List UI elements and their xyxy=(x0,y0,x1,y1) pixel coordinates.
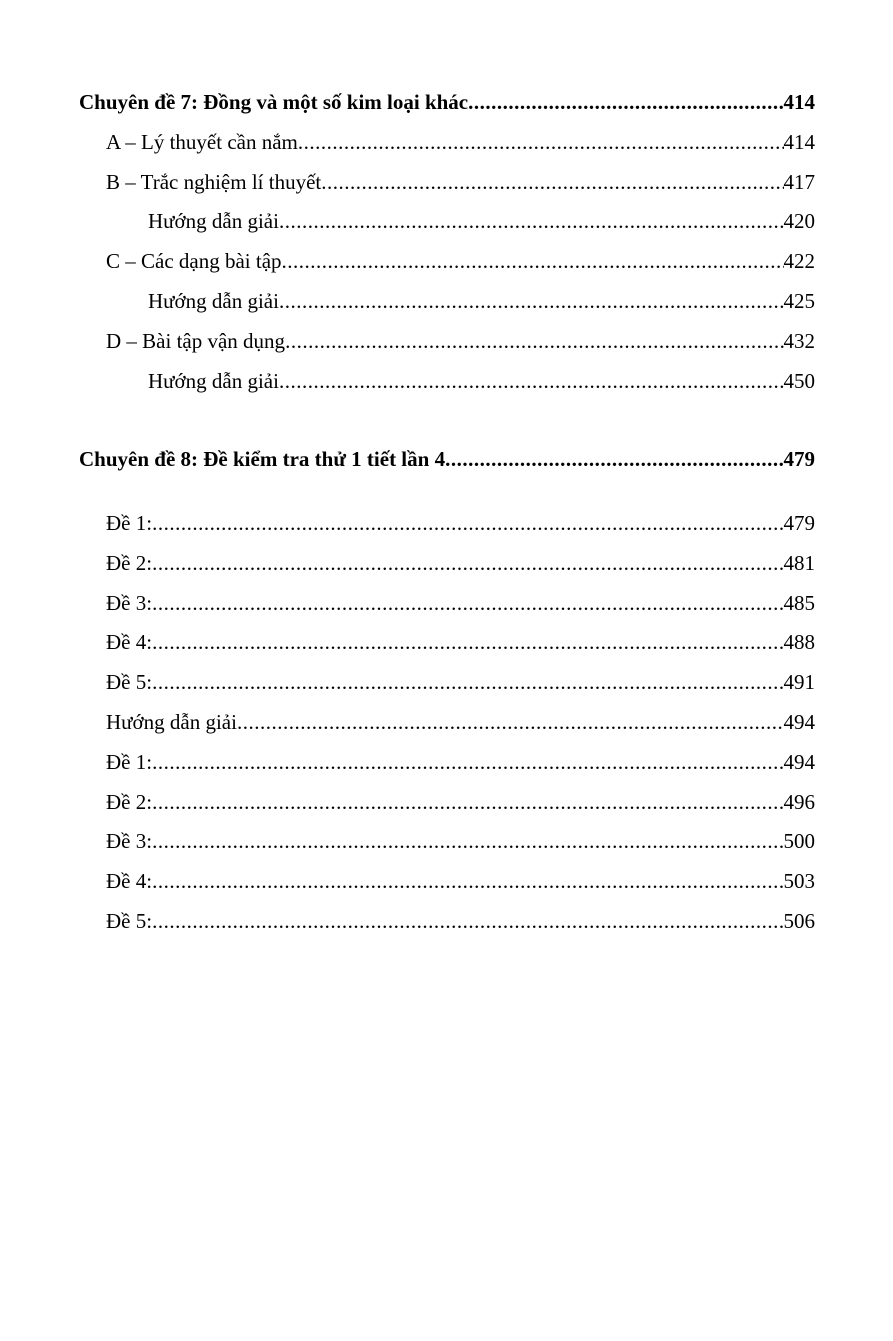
dot-leader xyxy=(237,707,784,737)
dot-leader xyxy=(152,906,783,936)
toc-chapter-7-heading[interactable] xyxy=(79,87,815,117)
toc-chapter-title: Chuyên đề 8: Đề kiểm tra thử 1 tiết lần 4 xyxy=(79,447,446,471)
toc-page-number: 491 xyxy=(783,670,815,694)
toc-entry[interactable] xyxy=(106,747,815,777)
toc-page-number: 503 xyxy=(783,869,815,893)
toc-page-number: 506 xyxy=(783,909,815,933)
toc-page-number: 481 xyxy=(783,551,815,575)
toc-entry[interactable] xyxy=(106,787,815,817)
toc-entry-label: Đề 3: xyxy=(106,829,153,853)
toc-chapter-title: Chuyên đề 7: Đồng và một số kim loại khác xyxy=(79,90,469,114)
toc-page-number: 422 xyxy=(783,249,815,273)
toc-entry[interactable] xyxy=(148,366,815,396)
toc-page-number: 485 xyxy=(783,591,815,615)
toc-page-number: 420 xyxy=(783,209,815,233)
toc-page-number: 425 xyxy=(783,289,815,313)
toc-entry[interactable] xyxy=(106,127,815,157)
toc-page-number: 479 xyxy=(783,511,815,535)
dot-leader xyxy=(279,206,784,236)
toc-page-number: 494 xyxy=(783,750,815,774)
dot-leader xyxy=(285,326,783,356)
dot-leader xyxy=(279,286,784,316)
toc-entry-label: Đề 4: xyxy=(106,630,153,654)
toc-page-number: 450 xyxy=(783,369,815,393)
toc-entry-label: Đề 3: xyxy=(106,591,153,615)
dot-leader xyxy=(321,167,783,197)
toc-entry-label: C – Các dạng bài tập xyxy=(106,249,282,273)
dot-leader xyxy=(152,747,783,777)
toc-entry[interactable] xyxy=(106,167,815,197)
toc-entry[interactable] xyxy=(148,286,815,316)
toc-entry[interactable] xyxy=(106,326,815,356)
toc-entry-label: D – Bài tập vận dụng xyxy=(106,329,286,353)
toc-entry-label: Đề 5: xyxy=(106,909,153,933)
toc-entry[interactable] xyxy=(106,588,815,618)
toc-page-number: 479 xyxy=(783,447,815,471)
dot-leader xyxy=(152,866,783,896)
dot-leader xyxy=(282,246,784,276)
dot-leader xyxy=(298,127,784,157)
toc-entry[interactable] xyxy=(106,508,815,538)
toc-entry[interactable] xyxy=(106,246,815,276)
toc-entry-label: Đề 4: xyxy=(106,869,153,893)
toc-entry-label: B – Trắc nghiệm lí thuyết xyxy=(106,170,322,194)
toc-page-number: 432 xyxy=(783,329,815,353)
toc-entry[interactable] xyxy=(106,826,815,856)
toc-entry-label: Đề 2: xyxy=(106,790,153,814)
toc-entry[interactable] xyxy=(106,548,815,578)
dot-leader xyxy=(152,787,783,817)
toc-entry[interactable] xyxy=(148,206,815,236)
dot-leader xyxy=(152,826,783,856)
dot-leader xyxy=(152,548,783,578)
toc-entry-label: Hướng dẫn giải xyxy=(148,209,279,233)
toc-page-number: 496 xyxy=(783,790,815,814)
toc-page-number: 494 xyxy=(783,710,815,734)
dot-leader xyxy=(152,508,783,538)
toc-entry-label: A – Lý thuyết cần nắm xyxy=(106,130,298,154)
toc-page-number: 488 xyxy=(783,630,815,654)
toc-entry-label: Hướng dẫn giải xyxy=(148,369,279,393)
toc-entry[interactable] xyxy=(106,866,815,896)
toc-entry-label: Đề 1: xyxy=(106,750,153,774)
toc-entry-label: Đề 1: xyxy=(106,511,153,535)
dot-leader xyxy=(468,87,783,117)
dot-leader xyxy=(279,366,784,396)
toc-page-number: 417 xyxy=(783,170,815,194)
toc-entry-label: Hướng dẫn giải xyxy=(148,289,279,313)
dot-leader xyxy=(152,627,783,657)
toc-page-number: 414 xyxy=(783,90,815,114)
toc-entry-label: Đề 5: xyxy=(106,670,153,694)
toc-entry[interactable] xyxy=(106,627,815,657)
dot-leader xyxy=(152,588,783,618)
toc-chapter-8-heading[interactable] xyxy=(79,444,815,474)
toc-page-number: 414 xyxy=(783,130,815,154)
toc-entry[interactable] xyxy=(106,707,815,737)
dot-leader xyxy=(152,667,783,697)
toc-page-number: 500 xyxy=(783,829,815,853)
dot-leader xyxy=(445,444,783,474)
toc-entry[interactable] xyxy=(106,667,815,697)
toc-entry-label: Hướng dẫn giải xyxy=(106,710,237,734)
toc-entry-label: Đề 2: xyxy=(106,551,153,575)
toc-entry[interactable] xyxy=(106,906,815,936)
